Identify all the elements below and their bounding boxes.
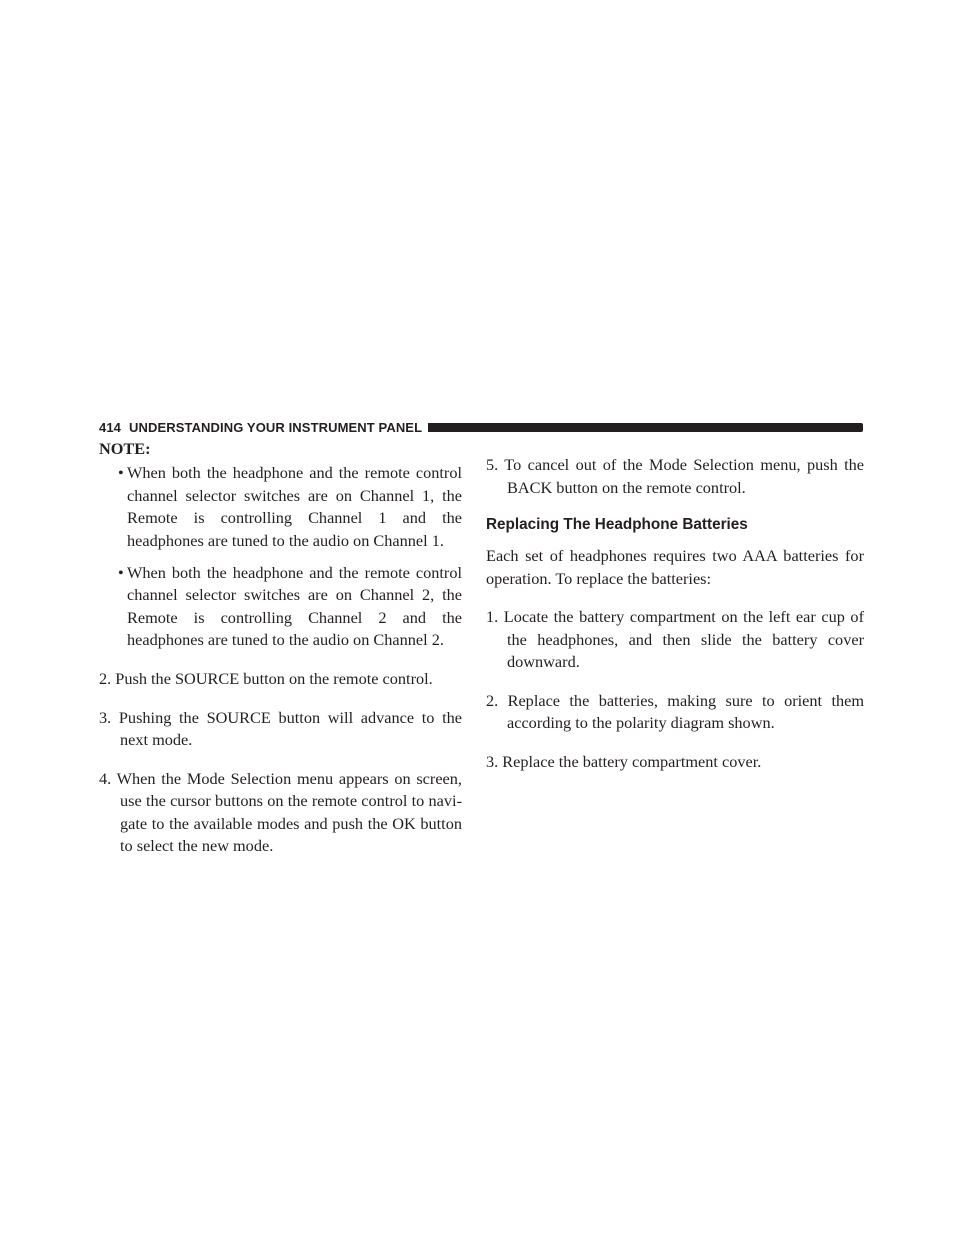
bullet-icon: • bbox=[118, 463, 124, 483]
bullet-icon: • bbox=[118, 563, 124, 583]
right-column bbox=[486, 438, 864, 783]
header-rule bbox=[428, 423, 863, 432]
battery-steps-list bbox=[486, 606, 864, 773]
step-item: 1. Locate the battery compartment on the left ear cup of the headphones, and then slide the battery cover downward. bbox=[486, 607, 864, 672]
step-item: 3. Replace the battery compartment cover. bbox=[486, 751, 762, 771]
step-item: 3. Pushing the SOURCE button will advance to the next mode. bbox=[99, 707, 462, 750]
note-bullet-item bbox=[119, 562, 462, 652]
intro-paragraph: Each set of headphones requires two AAA batteries for operation. To replace the batteries: bbox=[486, 546, 864, 588]
note-bullet-list bbox=[99, 462, 462, 651]
step-item: 2. Push the SOURCE button on the remote control. bbox=[99, 668, 433, 688]
step-item: 4. When the Mode Selection menu appears on screen, use the cursor buttons on the remote control to navi-gate to the available modes and push the OK button to select the new mode. bbox=[99, 768, 462, 855]
page-number: 414 bbox=[99, 420, 121, 435]
note-label: NOTE: bbox=[99, 439, 151, 458]
left-column bbox=[99, 438, 462, 867]
section-heading: Replacing The Headphone Batteries bbox=[486, 516, 748, 534]
step-item: 2. Replace the batteries, making sure to orient them according to the polarity diagram shown. bbox=[486, 690, 864, 733]
note-bullet-text: When both the headphone and the remote control channel selector switches are on Channel 1, the Remote is controlling Channel 1 and the headphones are tuned to the audio on Channel 1. bbox=[127, 463, 462, 550]
page-header bbox=[99, 419, 863, 436]
mode-steps-list bbox=[99, 668, 462, 857]
step-item: 5. To cancel out of the Mode Selection menu, push the BACK button on the remote control. bbox=[486, 455, 864, 497]
note-bullet-text: When both the headphone and the remote control channel selector switches are on Channel 2, the Remote is controlling Channel 2 and the headphones are tuned to the audio on Channel 2. bbox=[127, 563, 462, 650]
section-title: UNDERSTANDING YOUR INSTRUMENT PANEL bbox=[129, 420, 423, 435]
note-bullet-item bbox=[119, 462, 462, 552]
